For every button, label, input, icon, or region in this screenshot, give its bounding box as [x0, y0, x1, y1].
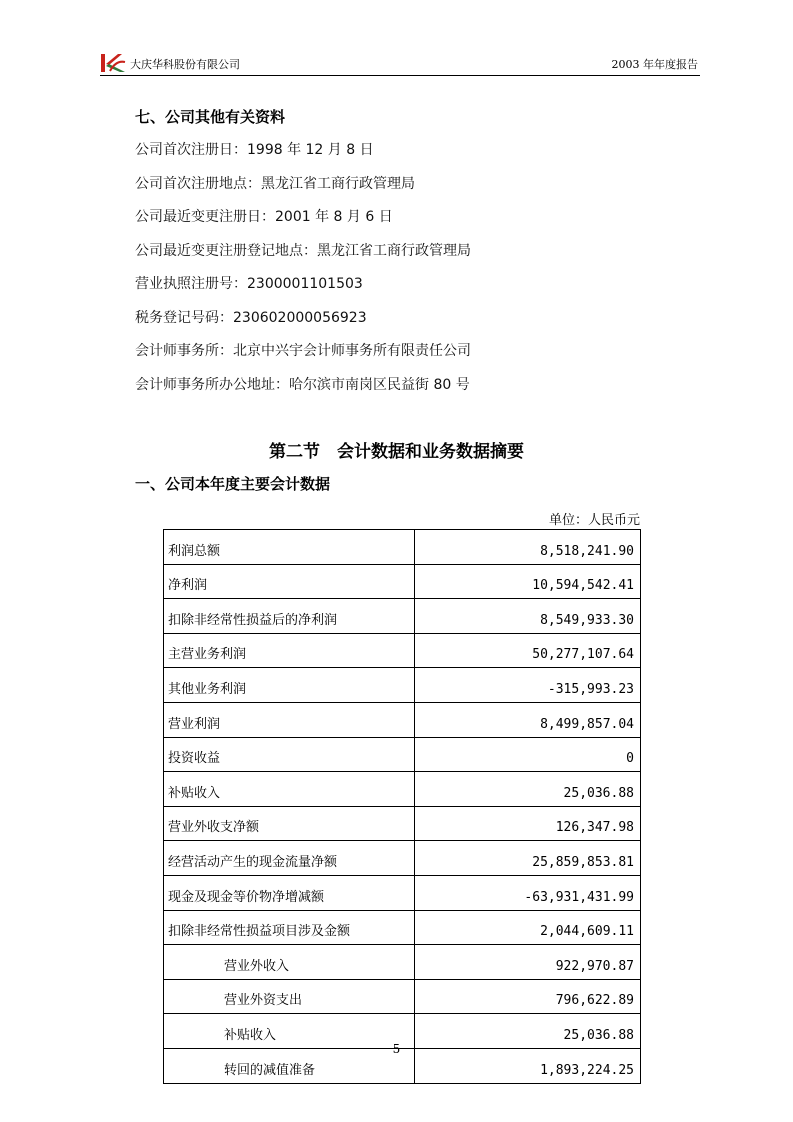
row-value: 8,549,933.30	[415, 599, 641, 634]
row-value: 8,518,241.90	[415, 530, 641, 565]
table-row	[164, 633, 641, 668]
row-value: 50,277,107.64	[415, 633, 641, 668]
row-label: 补贴收入	[164, 772, 415, 807]
table-row	[164, 599, 641, 634]
row-value: -315,993.23	[415, 668, 641, 703]
table-row	[164, 564, 641, 599]
info-line-tax-number: 税务登记号码：230602000056923	[135, 309, 367, 326]
info-line-firm-address: 会计师事务所办公地址：哈尔滨市南岗区民益街 80 号	[135, 376, 470, 393]
row-label: 利润总额	[164, 530, 415, 565]
row-value: 10,594,542.41	[415, 564, 641, 599]
info-line-first-registration-date: 公司首次注册日：1998 年 12 月 8 日	[135, 142, 374, 158]
table-row	[164, 979, 641, 1014]
info-line-business-license: 营业执照注册号：2300001101503	[135, 276, 363, 292]
section-heading: 七、公司其他有关资料	[135, 108, 286, 126]
unit-label: 单位：人民币元	[548, 513, 640, 528]
row-label: 净利润	[164, 564, 415, 599]
report-title: 2003 年年度报告	[611, 58, 698, 71]
table-row	[164, 875, 641, 910]
row-label: 其他业务利润	[164, 668, 415, 703]
row-label: 经营活动产生的现金流量净额	[164, 841, 415, 876]
row-value: 796,622.89	[415, 979, 641, 1014]
row-value: 25,036.88	[415, 1014, 641, 1049]
row-value: 126,347.98	[415, 806, 641, 841]
table-row	[164, 806, 641, 841]
row-label: 现金及现金等价物净增减额	[164, 875, 415, 910]
company-logo-icon	[100, 52, 126, 74]
row-label-sub: 转回的减值准备	[164, 1048, 415, 1083]
row-value: 25,036.88	[415, 772, 641, 807]
page-header	[100, 50, 700, 76]
row-label: 主营业务利润	[164, 633, 415, 668]
row-value: 2,044,609.11	[415, 910, 641, 945]
section-other-info	[135, 106, 695, 407]
table-row	[164, 737, 641, 772]
header-rule	[100, 75, 700, 76]
row-label: 扣除非经常性损益后的净利润	[164, 599, 415, 634]
row-label-sub: 营业外收入	[164, 945, 415, 980]
info-line-first-registration-place: 公司首次注册地点：黑龙江省工商行政管理局	[135, 175, 415, 192]
page-number: 5	[392, 1042, 401, 1056]
row-value: 1,893,224.25	[415, 1048, 641, 1083]
row-label: 营业外收支净额	[164, 806, 415, 841]
table-row	[164, 668, 641, 703]
table-row	[164, 910, 641, 945]
row-label: 营业利润	[164, 702, 415, 737]
row-value: 25,859,853.81	[415, 841, 641, 876]
table-row	[164, 772, 641, 807]
table-row	[164, 945, 641, 980]
chapter-title: 第二节 会计数据和业务数据摘要	[269, 442, 524, 462]
row-label-sub: 补贴收入	[164, 1014, 415, 1049]
row-label: 投资收益	[164, 737, 415, 772]
row-value: 8,499,857.04	[415, 702, 641, 737]
info-line-latest-change-date: 公司最近变更注册日：2001 年 8 月 6 日	[135, 209, 393, 225]
table-row	[164, 841, 641, 876]
row-label-sub: 营业外资支出	[164, 979, 415, 1014]
row-value: 922,970.87	[415, 945, 641, 980]
row-value: -63,931,431.99	[415, 875, 641, 910]
info-line-accounting-firm: 会计师事务所：北京中兴宇会计师事务所有限责任公司	[135, 343, 471, 359]
table-row	[164, 702, 641, 737]
row-value: 0	[415, 737, 641, 772]
table-row	[164, 530, 641, 565]
info-line-latest-change-place: 公司最近变更注册登记地点：黑龙江省工商行政管理局	[135, 242, 471, 259]
row-label: 扣除非经常性损益项目涉及金额	[164, 910, 415, 945]
accounting-data-table	[163, 529, 641, 1084]
section-heading-accounting-data: 一、公司本年度主要会计数据	[135, 475, 331, 493]
company-name: 大庆华科股份有限公司	[130, 58, 240, 71]
